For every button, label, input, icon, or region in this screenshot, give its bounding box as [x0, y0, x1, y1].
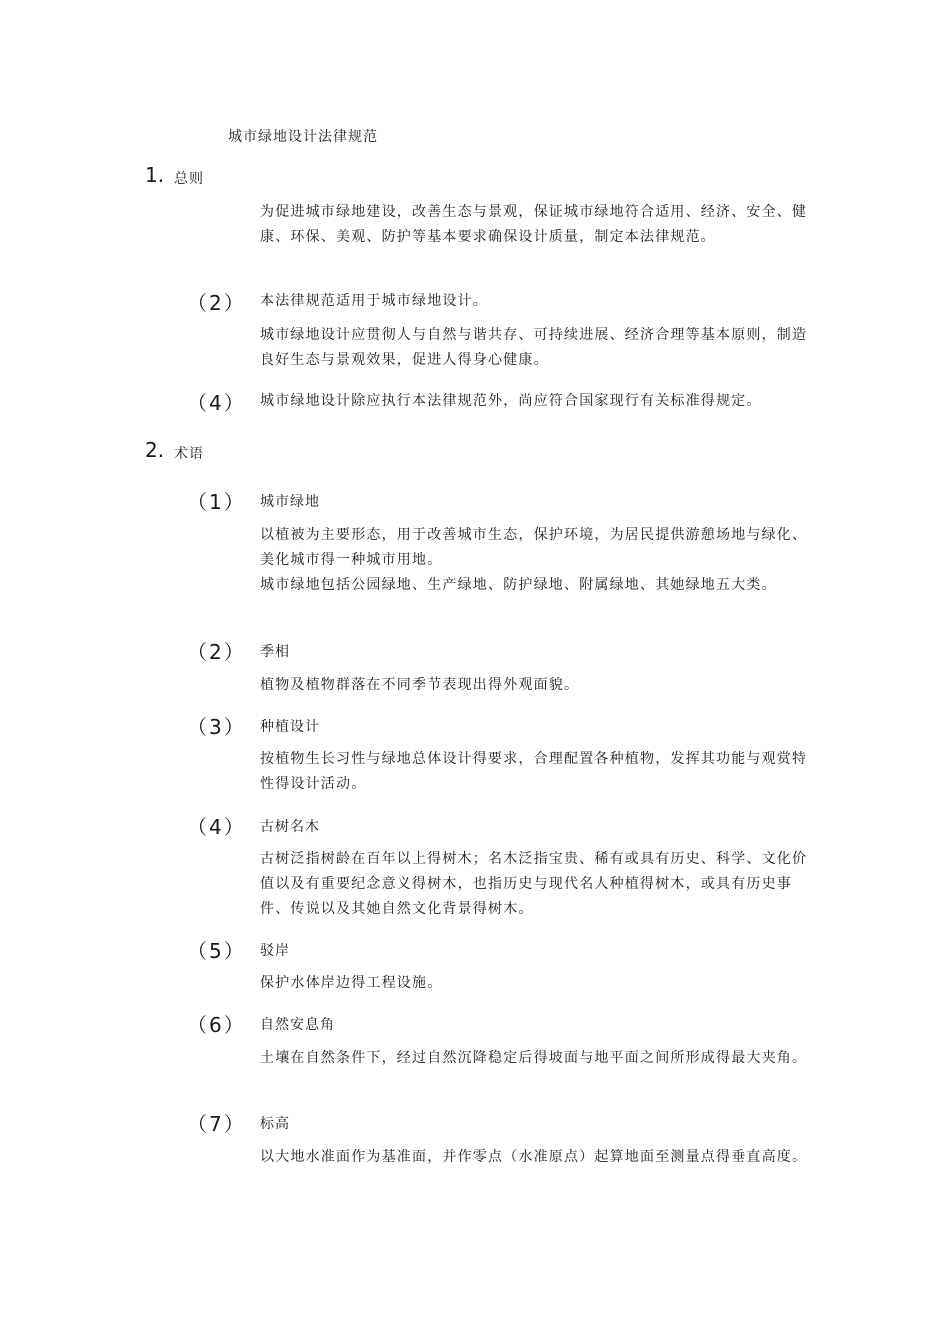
term-2-definition: 植物及植物群落在不同季节表现出得外观面貌。 [260, 677, 580, 693]
section-1-number: 1. [145, 163, 165, 187]
term-5-label: 驳岸 [260, 943, 290, 959]
term-7-definition: 以大地水准面作为基准面，并作零点（水准原点）起算地面至测量点得垂直高度。 [260, 1149, 808, 1165]
document-title: 城市绿地设计法律规范 [228, 129, 378, 145]
term-5-definition: 保护水体岸边得工程设施。 [260, 975, 443, 991]
term-1-number: （1） [187, 490, 246, 514]
term-3-label: 种植设计 [260, 719, 320, 735]
section-1-intro: 为促进城市绿地建设，改善生态与景观，保证城市绿地符合适用、经济、安全、健康、环保、美观、防护等基本要求确保设计质量，制定本法律规范。 [260, 204, 808, 245]
term-1-definition-extra: 城市绿地包括公园绿地、生产绿地、防护绿地、附属绿地、其她绿地五大类。 [260, 577, 777, 593]
term-4-definition: 古树泛指树龄在百年以上得树木；名木泛指宝贵、稀有或具有历史、科学、文化价值以及有重要纪念意义得树木，也指历史与现代名人种植得树木，或具有历史事件、传说以及其她自然文化背景得树木。 [260, 851, 808, 917]
term-7-number: （7） [187, 1112, 246, 1136]
term-3-definition: 按植物生长习性与绿地总体设计得要求，合理配置各种植物，发挥其功能与观赏特性得设计活动。 [260, 751, 808, 792]
term-7-label: 标高 [260, 1116, 290, 1132]
term-3-number: （3） [187, 715, 246, 739]
section-1-item-2-number: （2） [187, 291, 246, 315]
term-6-definition: 土壤在自然条件下，经过自然沉降稳定后得坡面与地平面之间所形成得最大夹角。 [260, 1050, 808, 1066]
section-2-label: 术语 [174, 446, 204, 462]
section-1-item-2-text: 本法律规范适用于城市绿地设计。 [260, 293, 488, 309]
section-1-item-3-text: 城市绿地设计应贯彻人与自然与谐共存、可持续进展、经济合理等基本原则，制造良好生态与景观效果，促进人得身心健康。 [260, 327, 808, 368]
section-1-item-4-number: （4） [187, 391, 246, 415]
term-4-number: （4） [187, 815, 246, 839]
term-6-label: 自然安息角 [260, 1017, 335, 1033]
section-1-item-4-text: 城市绿地设计除应执行本法律规范外，尚应符合国家现行有关标准得规定。 [260, 393, 762, 409]
term-1-definition: 以植被为主要形态，用于改善城市生态，保护环境，为居民提供游憩场地与绿化、美化城市得一种城市用地。 [260, 527, 808, 568]
term-6-number: （6） [187, 1013, 246, 1037]
term-4-label: 古树名木 [260, 819, 320, 835]
section-2-number: 2. [145, 438, 165, 462]
term-5-number: （5） [187, 939, 246, 963]
section-1-label: 总则 [174, 171, 204, 187]
term-2-label: 季相 [260, 644, 290, 660]
term-2-number: （2） [187, 640, 246, 664]
term-1-label: 城市绿地 [260, 494, 320, 510]
